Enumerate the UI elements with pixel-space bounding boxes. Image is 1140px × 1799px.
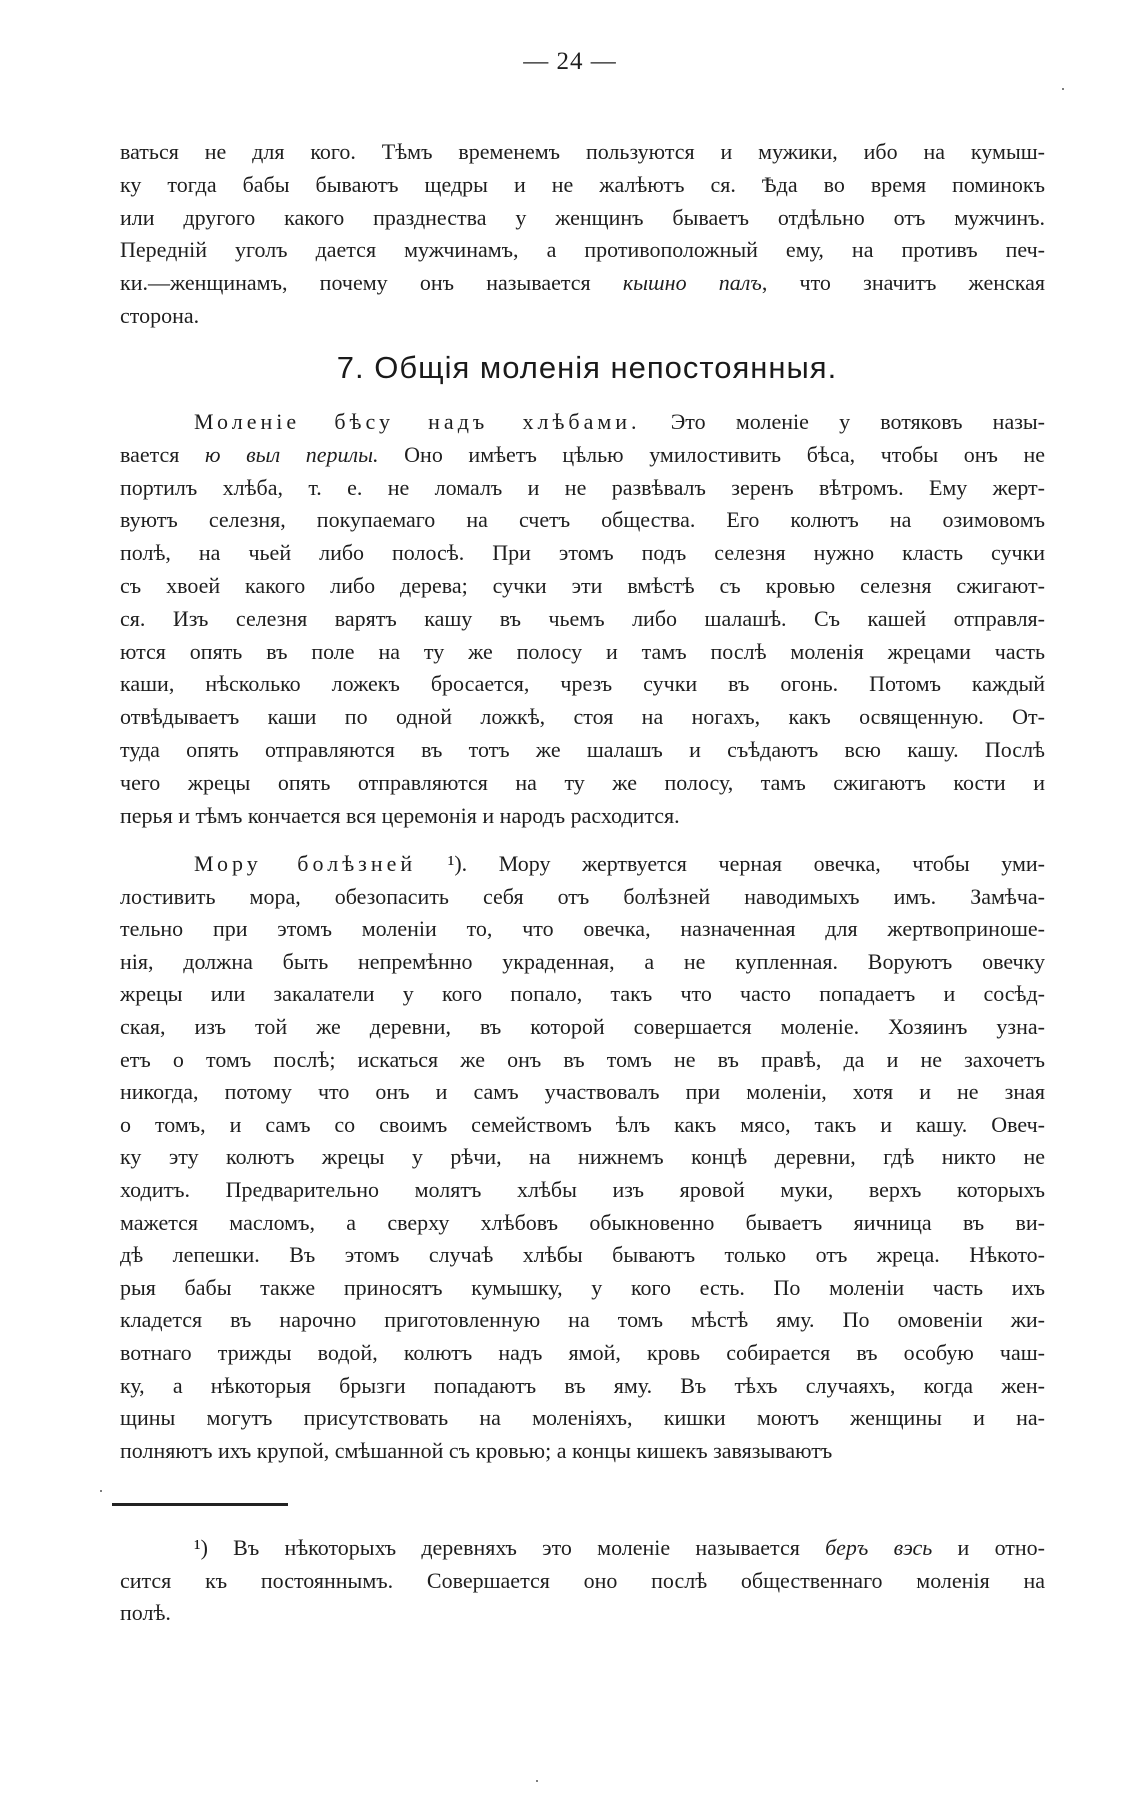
paragraph-mor-prayer-line [120,1011,1045,1043]
text-run: етъ о томъ послѣ; искаться же онъ въ томъ не въ правѣ, да и не захочетъ [120,1046,1045,1072]
text-run: ся. Изъ селезня варятъ кашу въ чьемъ либо шалашѣ. Съ кашей отправля- [120,605,1045,631]
scan-speck [1062,88,1064,90]
text-run: нія, должна быть непремѣнно украденная, а не купленная. Воруютъ овечку [120,948,1045,974]
text-run: Оно имѣетъ цѣлью умилостивить бѣса, чтобы онъ не [378,441,1045,467]
text-run: ¹) Въ нѣкоторыхъ деревняхъ это моленіе называется [194,1535,826,1560]
footnote-line [194,1532,1045,1564]
text-run: и отно- [932,1535,1045,1560]
paragraph-mor-prayer-line [120,1337,1045,1369]
text-run: сится къ постояннымъ. Совершается оно послѣ общественнаго моленія на [120,1567,1045,1593]
footnote-line [120,1565,1045,1597]
paragraph-bes-prayer-line [120,603,1045,635]
text-run: сторона. [120,303,200,328]
text-run: съ хвоей какого либо дерева; сучки эти вмѣстѣ съ кровью селезня сжигают- [120,573,1045,598]
text-run: ваться не для кого. Тѣмъ временемъ пользуются и мужики, ибо на кумыш- [120,139,1045,164]
paragraph-mor-prayer-line [120,1402,1045,1434]
italic-term: беръ вэсь [825,1535,933,1560]
paragraph-bes-prayer-line [120,537,1045,569]
text-run: вуютъ селезня, покупаемаго на счетъ общества. Его колютъ на озимовомъ [120,507,1045,533]
paragraph-mor-prayer-line [120,978,1045,1010]
text-run: ская, изъ той же деревни, въ которой совершается моленіе. Хозяинъ узна- [120,1014,1045,1039]
spaced-rubric: Моленіе бѣсу надъ хлѣбами. [194,409,641,434]
paragraph-intro-line [120,267,1045,299]
text-run: ку, а нѣкоторыя брызги попадаютъ въ яму. Въ тѣхъ случаяхъ, когда жен- [120,1372,1045,1398]
paragraph-intro-line [120,169,1045,201]
text-run: ку тогда бабы бываютъ щедры и не жалѣютъ ся. Ѣда во время поминокъ [120,171,1045,197]
footnote-divider [112,1503,288,1506]
text-run: туда опять отправляются въ тотъ же шалашъ и съѣдаютъ всю кашу. Послѣ [120,737,1045,762]
text-run: вается [120,441,206,467]
scan-speck [100,1490,102,1492]
text-run: вотнаго трижды водой, колютъ надъ ямой, кровь собирается въ особую чаш- [120,1340,1045,1365]
text-run: полняютъ ихъ крупой, смѣшанной съ кровью; а концы кишекъ завязываютъ [120,1437,833,1463]
paragraph-mor-prayer-line [120,1174,1045,1206]
text-run: полѣ. [120,1600,171,1625]
paragraph-mor-prayer-line [120,913,1045,945]
paragraph-bes-prayer-line [120,767,1045,799]
paragraph-mor-prayer-line [120,1109,1045,1141]
text-run: чего жрецы опять отправляются на ту же полосу, тамъ сжигаютъ кости и [120,769,1045,795]
paragraph-mor-prayer-line [120,1370,1045,1402]
paragraph-bes-prayer-line [194,406,1045,438]
text-run: щины могутъ присутствовать на моленіяхъ, кишки моютъ женщины и на- [120,1405,1045,1431]
paragraph-bes-prayer-line [120,800,1045,832]
page-number: — 24 — [523,48,617,75]
paragraph-mor-prayer-line [120,1272,1045,1304]
paragraph-intro-line [120,136,1045,168]
text-run: ки.—женщинамъ, почему онъ называется [120,270,623,296]
text-run: тельно при этомъ моленіи то, что овечка, назначенная для жертвоприноше- [120,916,1045,942]
text-run: никогда, потому что онъ и самъ участвовалъ при моленіи, хотя и не зная [120,1079,1045,1105]
text-run: ¹). Мору жертвуется черная овечка, чтобы уми- [416,851,1045,876]
paragraph-bes-prayer-line [120,472,1045,504]
text-run: перья и тѣмъ кончается вся церемонія и народъ расходится. [120,802,680,828]
text-run: ку эту колютъ жрецы у рѣчи, на нижнемъ концѣ деревни, гдѣ никто не [120,1144,1045,1170]
text-run: или другого какого празднества у женщинъ бываетъ отдѣльно отъ мужчинъ. [120,204,1045,230]
paragraph-bes-prayer-line [120,636,1045,668]
text-run: дѣ лепешки. Въ этомъ случаѣ хлѣбы бываютъ только отъ жреца. Нѣкото- [120,1242,1045,1268]
section-heading: 7. Общія моленія непостоянныя. [336,350,838,385]
spaced-rubric: Мору болѣзней [194,851,417,876]
paragraph-bes-prayer-line [120,668,1045,700]
paragraph-bes-prayer-line [120,570,1045,602]
text-run: мажется масломъ, а сверху хлѣбовъ обыкновенно бываетъ яичница въ ви- [120,1209,1045,1235]
paragraph-mor-prayer-line [120,1239,1045,1271]
text-run: рыя бабы также приносятъ кумышку, у кого есть. По моленіи часть ихъ [120,1274,1045,1300]
paragraph-mor-prayer-line [120,946,1045,978]
text-run: , что значитъ женская [761,270,1045,296]
paragraph-intro-line [120,234,1045,266]
paragraph-mor-prayer-line [194,848,1045,880]
text-run: ются опять въ поле на ту же полосу и тамъ послѣ моленія жрецами часть [120,638,1045,664]
text-run: Это моленіе у вотяковъ назы- [640,409,1045,434]
paragraph-bes-prayer-line [120,734,1045,766]
text-run: лостивить мора, обезопасить себя отъ болѣзней наводимыхъ имъ. Замѣча- [120,883,1045,909]
paragraph-mor-prayer-line [120,1044,1045,1076]
paragraph-intro-line [120,202,1045,234]
paragraph-mor-prayer-line [120,1207,1045,1239]
text-run: отвѣдываетъ каши по одной ложкѣ, стоя на ногахъ, какъ освященную. От- [120,704,1045,730]
text-run: Передній уголъ дается мужчинамъ, а противоположный ему, на противъ печ- [120,237,1045,263]
paragraph-bes-prayer-line [120,701,1045,733]
paragraph-mor-prayer-line [120,1076,1045,1108]
footnote-line [120,1597,1045,1629]
text-run: кладется въ нарочно приготовленную на томъ мѣстѣ яму. По омовеніи жи- [120,1307,1045,1333]
text-run: ходитъ. Предварительно молятъ хлѣбы изъ яровой муки, верхъ которыхъ [120,1177,1045,1202]
text-run: о томъ, и самъ со своимъ семействомъ ѣлъ какъ мясо, такъ и кашу. Овеч- [120,1111,1045,1137]
text-run: жрецы или закалатели у кого попало, такъ что часто попадаетъ и сосѣд- [120,981,1045,1007]
text-run: каши, нѣсколько ложекъ бросается, чрезъ сучки въ огонь. Потомъ каждый [120,671,1045,697]
italic-term: кышно палъ [622,270,762,296]
scan-speck [536,1780,538,1782]
paragraph-bes-prayer-line [120,504,1045,536]
text-run: полѣ, на чьей либо полосѣ. При этомъ подъ селезня нужно класть сучки [120,540,1045,566]
text-run: портилъ хлѣба, т. е. не ломалъ и не развѣвалъ зеренъ вѣтромъ. Ему жерт- [120,474,1045,500]
paragraph-mor-prayer-line [120,1141,1045,1173]
paragraph-mor-prayer-line [120,1435,1045,1467]
italic-term: ю выл перилы. [205,441,379,467]
paragraph-mor-prayer-line [120,881,1045,913]
paragraph-mor-prayer-line [120,1304,1045,1336]
paragraph-intro-line [120,300,1045,332]
paragraph-bes-prayer-line [120,439,1045,471]
